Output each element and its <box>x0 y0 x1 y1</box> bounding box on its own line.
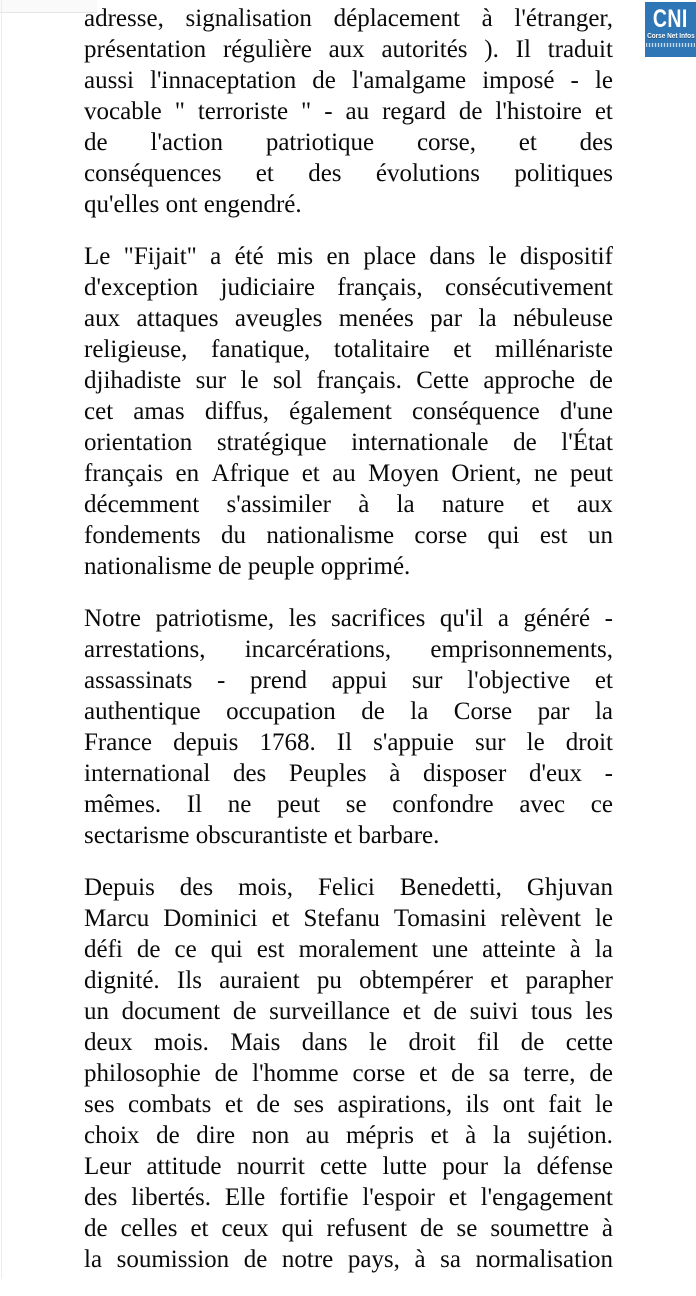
text-line: religieuse, fanatique, totalitaire et millénariste <box>84 336 613 363</box>
text-line: assassinats - prend appui sur l'objective et <box>84 667 613 694</box>
paragraph <box>84 241 613 582</box>
text-line: aux attaques aveugles menées par la nébuleuse <box>84 305 613 332</box>
text-line: ses combats et de ses aspirations, ils ont fait le <box>84 1091 613 1118</box>
text-line: d'exception judiciaire français, consécutivement <box>84 274 613 301</box>
text-line: philosophie de l'homme corse et de sa terre, de <box>84 1060 613 1087</box>
text-line: conséquences et des évolutions politiques <box>84 160 613 187</box>
page-edge-artifact <box>0 0 97 13</box>
text-line: Depuis des mois, Felici Benedetti, Ghjuvan <box>84 874 613 901</box>
text-line: cet amas diffus, également conséquence d'une <box>84 398 613 425</box>
text-line: français en Afrique et au Moyen Orient, ne peut <box>84 460 613 487</box>
text-line: qu'elles ont engendré. <box>84 191 302 218</box>
text-line: djihadiste sur le sol français. Cette approche de <box>84 367 613 394</box>
text-line: présentation régulière aux autorités ). Il traduit <box>84 36 613 63</box>
text-line: choix de dire non au mépris et à la sujétion. <box>84 1122 613 1149</box>
logo-name: Corse Net Infos <box>646 33 695 40</box>
text-line: dignité. Ils auraient pu obtempérer et parapher <box>84 967 613 994</box>
paragraph <box>84 603 613 851</box>
logo-initials: CNI <box>653 5 688 33</box>
text-line: nationalisme de peuple opprimé. <box>84 553 411 580</box>
text-line: France depuis 1768. Il s'appuie sur le droit <box>84 729 613 756</box>
text-line: Leur attitude nourrit cette lutte pour la défense <box>84 1153 613 1180</box>
text-line: fondements du nationalisme corse qui est un <box>84 522 613 549</box>
text-line: Marcu Dominici et Stefanu Tomasini relèvent le <box>84 905 613 932</box>
text-line: de celles et ceux qui refusent de se soumettre à <box>84 1215 613 1242</box>
text-line: deux mois. Mais dans le droit fil de cette <box>84 1029 613 1056</box>
cni-logo-badge <box>645 2 696 57</box>
text-line: adresse, signalisation déplacement à l'étranger, <box>84 5 613 32</box>
text-line: décemment s'assimiler à la nature et aux <box>84 491 613 518</box>
text-line: des libertés. Elle fortifie l'espoir et l'engagement <box>84 1184 613 1211</box>
text-line: orientation stratégique internationale de l'État <box>84 429 613 456</box>
page-edge-line <box>1 0 2 1279</box>
text-line: mêmes. Il ne peut se confondre avec ce <box>84 791 613 818</box>
text-line: de l'action patriotique corse, et des <box>84 129 613 156</box>
text-line: Notre patriotisme, les sacrifices qu'il a généré - <box>84 605 613 632</box>
text-line: aussi l'innaceptation de l'amalgame imposé - le <box>84 67 613 94</box>
paragraph <box>84 872 613 1275</box>
text-line: Le "Fijait" a été mis en place dans le dispositif <box>84 243 613 270</box>
paragraph <box>84 3 613 220</box>
text-line: arrestations, incarcérations, emprisonnements, <box>84 636 613 663</box>
text-line: défi de ce qui est moralement une atteinte à la <box>84 936 613 963</box>
text-line: sectarisme obscurantiste et barbare. <box>84 822 440 849</box>
text-line: vocable " terroriste " - au regard de l'histoire et <box>84 98 613 125</box>
text-line: international des Peuples à disposer d'eux - <box>84 760 613 787</box>
article <box>84 3 613 1296</box>
logo-tagline-microtext <box>646 43 695 47</box>
text-line: la soumission de notre pays, à sa normalisation <box>84 1246 613 1273</box>
text-line: authentique occupation de la Corse par la <box>84 698 613 725</box>
text-line: un document de surveillance et de suivi tous les <box>84 998 613 1025</box>
